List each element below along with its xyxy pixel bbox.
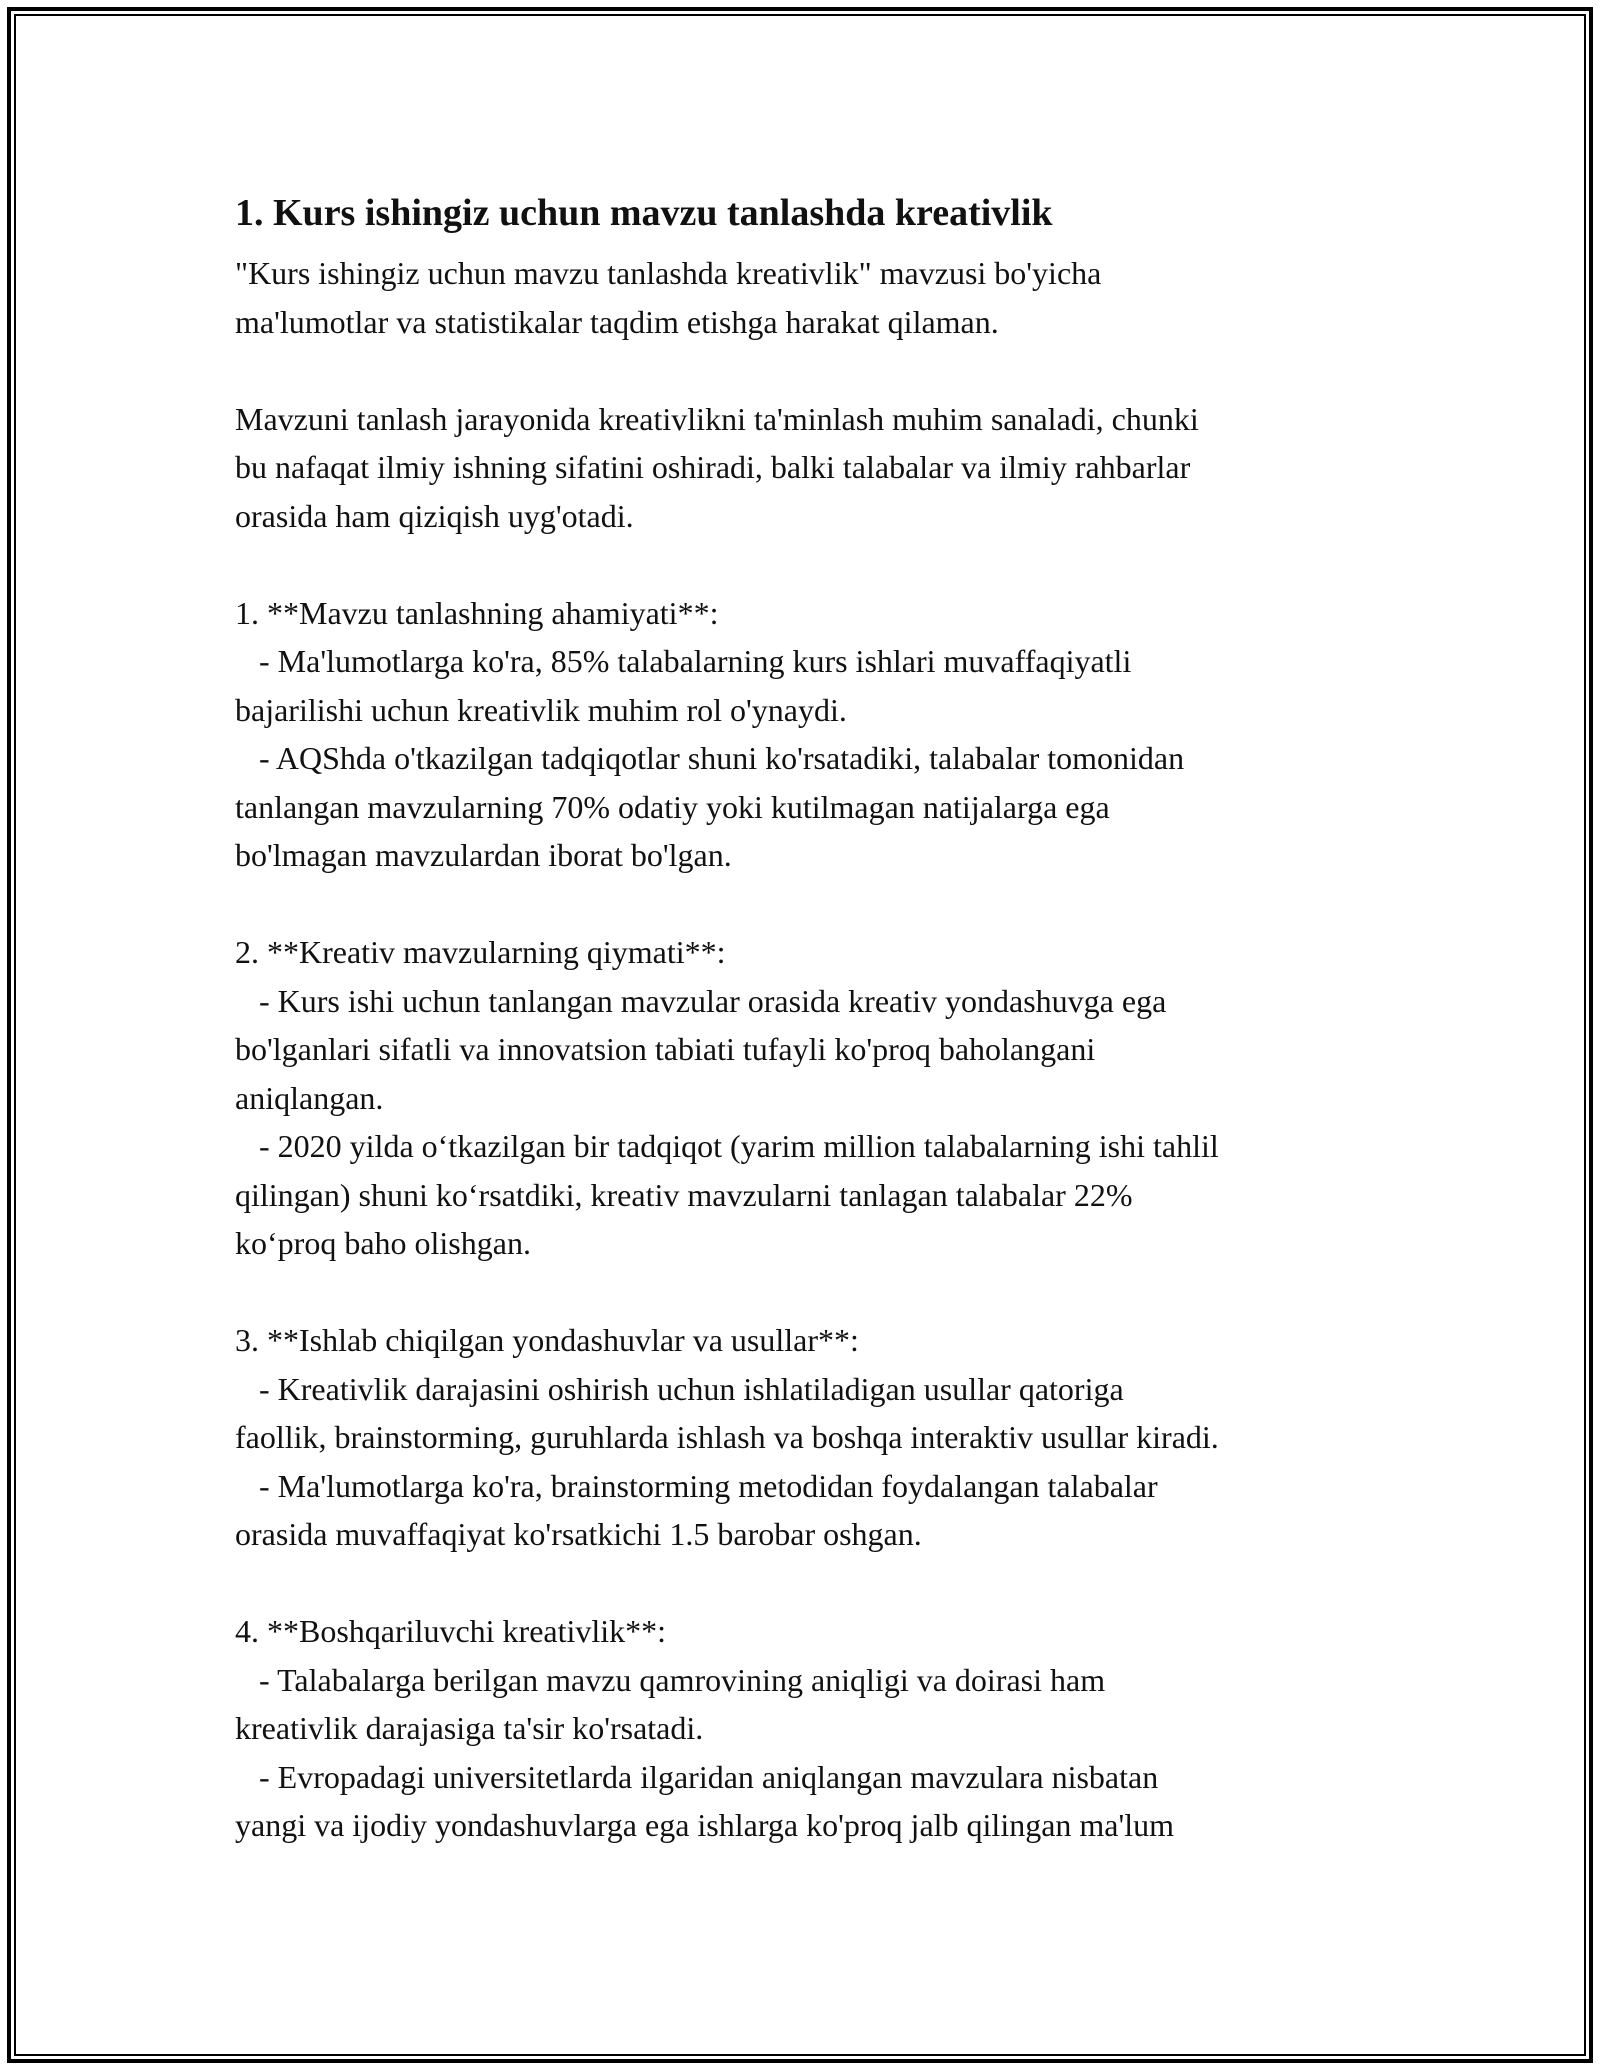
text-line: bu nafaqat ilmiy ishning sifatini oshiradi, balki talabalar va ilmiy rahbarlar <box>235 449 1191 485</box>
text-line: 2. **Kreativ mavzularning qiymati**: <box>235 934 726 970</box>
text-line: - AQShda o'tkazilgan tadqiqotlar shuni ko'rsatadiki, talabalar tomonidan <box>235 740 1185 776</box>
text-line: - Kurs ishi uchun tanlangan mavzular orasida kreativ yondashuvga ega <box>235 982 1167 1019</box>
text-line: faollik, brainstorming, guruhlarda ishlash va boshqa interaktiv usullar kiradi. <box>235 1419 1219 1455</box>
paragraph-gap <box>235 1559 1380 1608</box>
text-line: - Ma'lumotlarga ko'ra, 85% talabalarning kurs ishlari muvaffaqiyatli <box>235 643 1132 679</box>
text-line: orasida muvaffaqiyat ko'rsatkichi 1.5 barobar oshgan. <box>235 1516 922 1552</box>
text-line: - Kreativlik darajasini oshirish uchun ishlatiladigan usullar qatoriga <box>235 1370 1124 1407</box>
text-line: bo'lmagan mavzulardan iborat bo'lgan. <box>235 837 732 873</box>
text-line: - Talabalarga berilgan mavzu qamrovining aniqligi va doirasi ham <box>235 1661 1106 1698</box>
text-line: yangi va ijodiy yondashuvlarga ega ishlarga ko'proq jalb qilingan ma'lum <box>235 1807 1175 1843</box>
text-line: - 2020 yilda o‘tkazilgan bir tadqiqot (yarim million talabalarning ishi tahlil <box>235 1128 1219 1164</box>
document-title: 1. Kurs ishingiz uchun mavzu tanlashda kreativlik <box>235 192 1053 234</box>
text-line: bajarilishi uchun kreativlik muhim rol o'ynaydi. <box>235 691 847 728</box>
text-line: - Evropadagi universitetlarda ilgaridan aniqlangan mavzulara nisbatan <box>235 1758 1159 1795</box>
text-line: orasida ham qiziqish uyg'otadi. <box>235 497 634 534</box>
paragraph-gap <box>235 1268 1380 1317</box>
paragraph-gap <box>235 540 1380 589</box>
text-line: bo'lganlari sifatli va innovatsion tabiati tufayli ko'proq baholangani <box>235 1031 1096 1067</box>
paragraph-gap <box>235 880 1380 929</box>
document-text <box>235 249 1380 1850</box>
text-line: 1. **Mavzu tanlashning ahamiyati**: <box>235 594 719 631</box>
text-line: 3. **Ishlab chiqilgan yondashuvlar va usullar**: <box>235 1322 859 1358</box>
text-line: aniqlangan. <box>235 1079 384 1116</box>
text-line: Mavzuni tanlash jarayonida kreativlikni ta'minlash muhim sanaladi, chunki <box>235 400 1199 437</box>
text-line: 4. **Boshqariluvchi kreativlik**: <box>235 1613 667 1649</box>
text-line: tanlangan mavzularning 70% odatiy yoki kutilmagan natijalarga ega <box>235 788 1110 825</box>
text-line: kreativlik darajasiga ta'sir ko'rsatadi. <box>235 1710 704 1746</box>
text-line: ma'lumotlar va statistikalar taqdim etishga harakat qilaman. <box>235 303 999 340</box>
paragraph-gap <box>235 346 1380 395</box>
document-body <box>235 187 1380 1850</box>
text-line: qilingan) shuni ko‘rsatdiki, kreativ mavzularni tanlagan talabalar 22% <box>235 1176 1133 1213</box>
text-line: - Ma'lumotlarga ko'ra, brainstorming metodidan foydalangan talabalar <box>235 1467 1158 1504</box>
text-line: ko‘proq baho olishgan. <box>235 1225 531 1261</box>
text-line: "Kurs ishingiz uchun mavzu tanlashda kreativlik" mavzusi bo'yicha <box>235 255 1102 291</box>
